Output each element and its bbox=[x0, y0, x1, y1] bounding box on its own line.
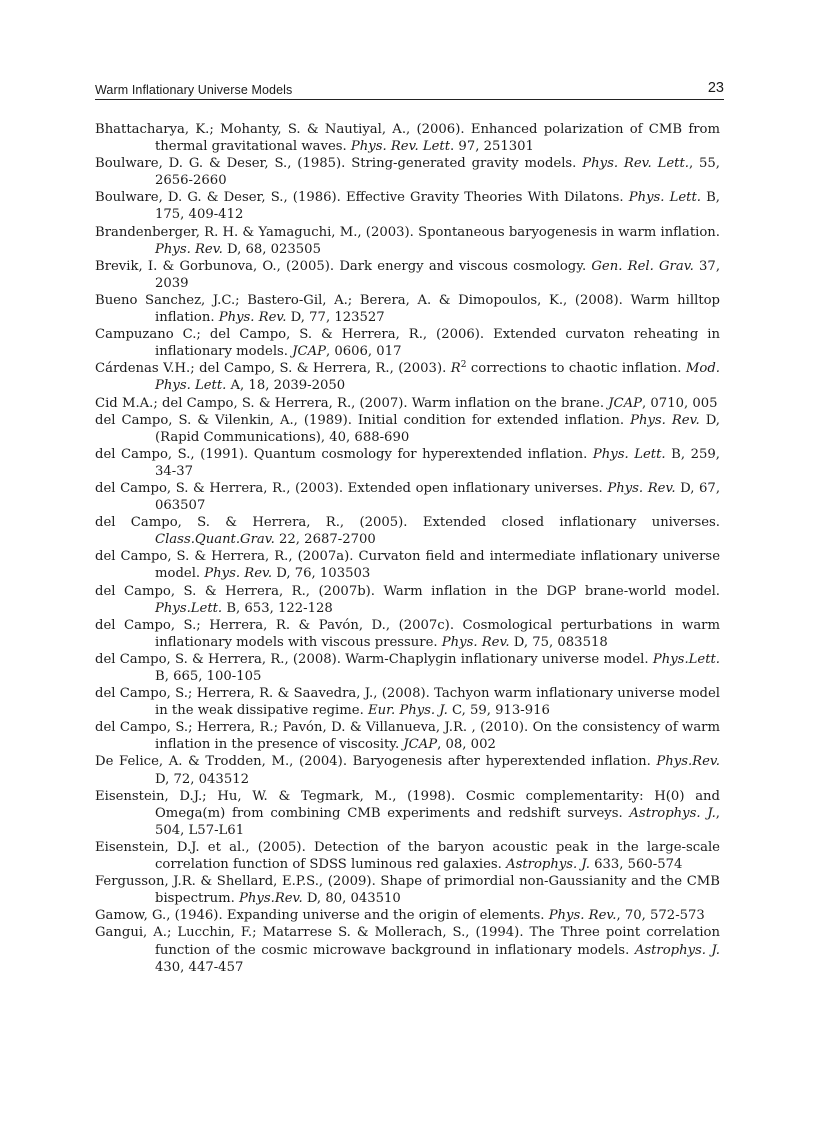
journal-name: Phys.Rev. bbox=[239, 891, 303, 907]
journal-name: Phys. Rev. Lett. bbox=[582, 156, 689, 172]
reference-entry bbox=[95, 651, 720, 685]
reference-text: del Campo, S.; Herrera, R.; Pavón, D. & Villanueva, J.R. , (2010). On the consistency of warm inflation in the presence of viscosity. bbox=[95, 720, 720, 753]
reference-entry bbox=[95, 395, 720, 412]
reference-entry bbox=[95, 548, 720, 582]
publication-details: B, 259, 34-37 bbox=[155, 446, 720, 479]
journal-name: Phys. Lett. bbox=[628, 190, 701, 206]
journal-name: Class.Quant.Grav. bbox=[155, 532, 275, 548]
reference-entry bbox=[95, 224, 720, 258]
reference-text: del Campo, S. & Herrera, R., (2007b). Warm inflation in the DGP brane-world model. bbox=[95, 583, 720, 599]
publication-details: C, 59, 913-916 bbox=[447, 703, 550, 719]
journal-name: Phys. Rev. bbox=[204, 566, 273, 582]
reference-text: Campuzano C.; del Campo, S. & Herrera, R., (2006). Extended curvaton reheating in inflationary models. bbox=[95, 327, 720, 360]
reference-text: Bhattacharya, K.; Mohanty, S. & Nautiyal, A., (2006). Enhanced polarization of CMB from thermal gravitational waves. bbox=[95, 122, 720, 155]
reference-text: Gangui, A.; Lucchin, F.; Matarrese S. & Mollerach, S., (1994). The Three point correlation function of the cosmic microwave background in inflationary models. bbox=[95, 925, 720, 958]
reference-text: Eisenstein, D.J. et al., (2005). Detection of the baryon acoustic peak in the large-scale correlation function of SDSS luminous red galaxies. bbox=[95, 839, 720, 873]
publication-details: . 97, 251301 bbox=[450, 139, 534, 155]
publication-details: , 0710, 005 bbox=[642, 395, 718, 411]
publication-details: B, 175, 409-412 bbox=[155, 190, 720, 223]
journal-name: Astrophys. J. bbox=[506, 857, 590, 873]
publication-details: , 0606, 017 bbox=[325, 344, 402, 360]
publication-details: , 08, 002 bbox=[437, 737, 496, 753]
publication-details: 633, 560-574 bbox=[589, 857, 683, 873]
reference-entry bbox=[95, 719, 720, 753]
running-title: Warm Inflationary Universe Models bbox=[95, 83, 293, 97]
reference-entry bbox=[95, 326, 720, 360]
reference-entry bbox=[95, 873, 720, 907]
publication-details: D, 72, 043512 bbox=[155, 771, 249, 787]
publication-details: , 55, 2656-2660 bbox=[155, 156, 720, 189]
reference-text: Brandenberger, R. H. & Yamaguchi, M., (2003). Spontaneous baryogenesis in warm inflation. bbox=[95, 224, 720, 240]
journal-name: Phys. Rev. bbox=[441, 634, 510, 650]
reference-text: del Campo, S.; Herrera, R. & Saavedra, J., (2008). Tachyon warm inflationary universe model in the weak dissipative regime. bbox=[95, 686, 720, 719]
journal-name: JCAP bbox=[403, 737, 438, 753]
journal-name: Phys. Rev. bbox=[630, 412, 700, 428]
publication-details: D, 76, 103503 bbox=[272, 566, 371, 582]
reference-text: corrections to chaotic inflation. bbox=[466, 361, 686, 377]
reference-text: del Campo, S. & Vilenkin, A., (1989). Initial condition for extended inflation. bbox=[95, 412, 631, 428]
reference-entry bbox=[95, 617, 720, 651]
reference-text: Cárdenas V.H.; del Campo, S. & Herrera, R., (2003). bbox=[95, 361, 451, 377]
reference-list bbox=[95, 121, 720, 976]
reference-entry bbox=[95, 583, 720, 617]
reference-text: del Campo, S. & Herrera, R., (2005). Extended closed inflationary universes. bbox=[95, 515, 720, 531]
reference-entry bbox=[95, 121, 720, 155]
journal-name: Astrophys. J. bbox=[629, 805, 716, 821]
journal-name: Phys. Rev. Lett bbox=[350, 139, 451, 155]
journal-name: JCAP bbox=[608, 395, 643, 411]
reference-entry bbox=[95, 292, 720, 326]
reference-text: del Campo, S. & Herrera, R., (2007a). Curvaton field and intermediate inflationary universe model. bbox=[95, 549, 720, 582]
reference-entry bbox=[95, 514, 720, 548]
reference-entry bbox=[95, 155, 720, 189]
reference-text: del Campo, S. & Herrera, R., (2003). Extended open inflationary universes. bbox=[95, 480, 608, 496]
journal-name: Eur. Phys. J. bbox=[367, 703, 448, 719]
reference-entry bbox=[95, 907, 720, 924]
reference-text: Cid M.A.; del Campo, S. & Herrera, R., (2007). Warm inflation on the brane. bbox=[95, 395, 609, 411]
reference-text: Brevik, I. & Gorbunova, O., (2005). Dark energy and viscous cosmology. bbox=[95, 258, 592, 274]
reference-entry bbox=[95, 480, 720, 514]
publication-details: D, 80, 043510 bbox=[302, 891, 401, 907]
publication-details: D, 68, 023505 bbox=[222, 241, 321, 257]
reference-text: Eisenstein, D.J.; Hu, W. & Tegmark, M., (1998). Cosmic complementarity: H(0) and Omega(m) from combining CMB experiments and redshift surveys. bbox=[95, 788, 720, 821]
journal-name: Phys.Lett. bbox=[155, 600, 223, 616]
reference-entry bbox=[95, 924, 720, 975]
publication-details: 22, 2687-2700 bbox=[274, 532, 376, 548]
reference-entry bbox=[95, 412, 720, 446]
reference-entry bbox=[95, 258, 720, 292]
reference-entry bbox=[95, 446, 720, 480]
publication-details: , 504, L57-L61 bbox=[155, 805, 720, 838]
math-symbol: R bbox=[450, 361, 461, 377]
journal-name: Astrophys. J. bbox=[634, 942, 720, 958]
publication-details: A, 18, 2039-2050 bbox=[226, 378, 346, 394]
reference-entry bbox=[95, 753, 720, 787]
publication-details: , 70, 572-573 bbox=[616, 908, 705, 924]
publication-details: B, 653, 122-128 bbox=[222, 600, 333, 616]
reference-entry bbox=[95, 189, 720, 223]
publication-details: B, 665, 100-105 bbox=[155, 669, 262, 684]
reference-text: del Campo, S. & Herrera, R., (2008). Warm-Chaplygin inflationary universe model. bbox=[95, 651, 653, 667]
reference-entry bbox=[95, 839, 720, 873]
publication-details: D, 75, 083518 bbox=[509, 634, 608, 650]
publication-details: D, 67, 063507 bbox=[155, 480, 721, 514]
reference-entry bbox=[95, 360, 720, 394]
journal-name: Phys.Lett. bbox=[652, 651, 720, 667]
reference-text: del Campo, S.; Herrera, R. & Pavón, D., (2007c). Cosmological perturbations in warm inflationary models with viscous pressure. bbox=[95, 617, 720, 650]
publication-details: D, 77, 123527 bbox=[286, 310, 385, 326]
publication-details: 37, 2039 bbox=[155, 258, 721, 291]
journal-name: Gen. Rel. Grav. bbox=[591, 258, 694, 274]
reference-text: Bueno Sanchez, J.C.; Bastero-Gil, A.; Berera, A. & Dimopoulos, K., (2008). Warm hilltop inflation. bbox=[95, 292, 720, 326]
publication-details: 430, 447-457 bbox=[155, 959, 244, 975]
journal-name: Phys. Rev. bbox=[607, 480, 676, 496]
reference-entry bbox=[95, 685, 720, 719]
reference-text: Fergusson, J.R. & Shellard, E.P.S., (2009). Shape of primordial non-Gaussianity and the CMB bispectrum. bbox=[95, 874, 720, 907]
reference-text: del Campo, S., (1991). Quantum cosmology for hyperextended inflation. bbox=[95, 446, 593, 462]
journal-name: Phys. Rev. bbox=[155, 241, 223, 257]
journal-name: Phys.Rev. bbox=[656, 754, 720, 770]
journal-name: Phys. Lett. bbox=[592, 446, 666, 462]
math-superscript: 2 bbox=[460, 360, 467, 371]
running-header bbox=[95, 80, 724, 100]
publication-details: D, (Rapid Communications), 40, 688-690 bbox=[155, 412, 720, 445]
journal-name: Phys. Rev. bbox=[218, 310, 287, 326]
reference-text: Boulware, D. G. & Deser, S., (1985). String-generated gravity models. bbox=[95, 156, 583, 172]
reference-text: Boulware, D. G. & Deser, S., (1986). Effective Gravity Theories With Dilatons. bbox=[95, 190, 629, 206]
reference-text: Gamow, G., (1946). Expanding universe and the origin of elements. bbox=[95, 908, 549, 924]
journal-name: Phys. Rev. bbox=[548, 908, 617, 924]
page-number: 23 bbox=[707, 80, 724, 96]
reference-text: De Felice, A. & Trodden, M., (2004). Baryogenesis after hyperextended inflation. bbox=[95, 754, 657, 770]
journal-name: Mod. Phys. Lett. bbox=[155, 361, 720, 394]
journal-name: JCAP bbox=[292, 344, 326, 360]
reference-entry bbox=[95, 788, 720, 839]
